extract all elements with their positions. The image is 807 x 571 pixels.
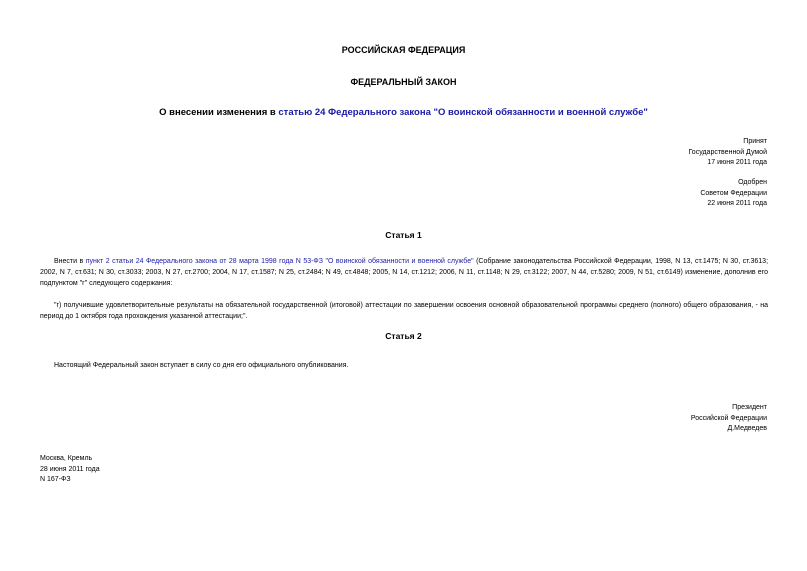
law-subject-heading xyxy=(0,107,807,118)
law-subject-prefix: О внесении изменения в xyxy=(159,107,279,118)
law-type-heading: ФЕДЕРАЛЬНЫЙ ЗАКОН xyxy=(350,77,457,87)
signature-block xyxy=(691,403,767,435)
place-location: Москва, Кремль xyxy=(40,455,93,462)
approved-body: Советом Федерации xyxy=(700,189,767,197)
approved-label: Одобрен xyxy=(738,179,767,186)
article-1-text xyxy=(40,256,768,289)
law-number: N 167-ФЗ xyxy=(40,476,71,483)
article-1-suffix: (Собрание законодательства Российской Федерации, 1998, N 13, ст.1475; N 30, ст.3613; 2002, N 7, ст.631; N 30, ст.3033; 2003, N 27, ст.2700; 2004, N 17, ст.1587; N 25, ст.2484; N 49, ст.4848; 2005, N 14, ст.1212; 2006, N 11, ст.1148; N 29, ст.3122; 2007, N 44, ст.5280; 2009, N 51, ст.6149) изменение, дополнив его подпунктом "г" следующего содержания: xyxy=(40,258,769,287)
signature-name: Д.Медведев xyxy=(727,425,767,432)
country-heading: РОССИЙСКАЯ ФЕДЕРАЦИЯ xyxy=(341,45,466,55)
article-1-quote: "г) получившие удовлетворительные результаты на обязательной государственной (итоговой) аттестации по завершении освоения основной образовательной программы среднего (полного) общего образования, - на период до 1 октября года прохождения указанной аттестации;". xyxy=(40,302,768,320)
article-2-title: Статья 2 xyxy=(385,331,422,341)
signature-country: Российской Федерации xyxy=(690,414,767,422)
article-2-text: Настоящий Федеральный закон вступает в силу со дня его официального опубликования. xyxy=(54,362,349,369)
approved-block xyxy=(700,178,767,210)
adopted-block xyxy=(688,137,767,169)
article-1-title: Статья 1 xyxy=(385,230,422,240)
place-date: 28 июня 2011 года xyxy=(40,465,100,473)
signature-title: Президент xyxy=(732,404,767,411)
adopted-date: 17 июня 2011 года xyxy=(707,159,767,166)
article-1-prefix: Внести в xyxy=(54,258,86,265)
adopted-label: Принят xyxy=(743,138,767,145)
article-1-link-law[interactable]: "О воинской обязанности и военной службе" xyxy=(325,258,474,265)
approved-date: 22 июня 2011 года xyxy=(707,200,767,207)
place-block xyxy=(40,454,100,486)
law-subject-link[interactable]: статью 24 Федерального закона "О воинской обязанности и военной службе" xyxy=(278,107,648,118)
article-1-link-clause[interactable]: пункт 2 статьи 24 Федерального закона от 28 марта 1998 года N 53-ФЗ xyxy=(85,258,323,265)
adopted-body: Государственной Думой xyxy=(688,148,767,156)
